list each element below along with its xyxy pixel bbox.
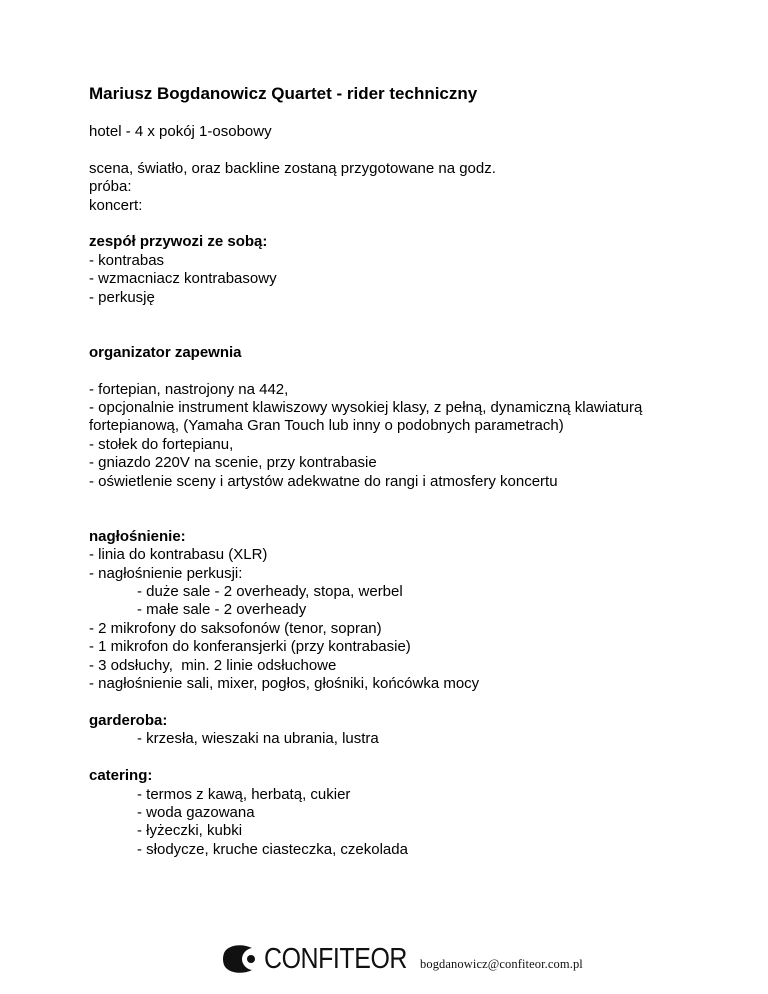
spacer	[89, 694, 729, 712]
spacer	[89, 749, 729, 767]
spacer	[89, 491, 729, 528]
list-item: - perkusję	[89, 288, 155, 306]
confiteor-logo-text: CONFITEOR	[264, 943, 408, 975]
document-body	[89, 84, 729, 859]
list-item: - oświetlenie sceny i artystów adekwatne do rangi i atmosfery koncertu	[89, 472, 558, 490]
footer-logo	[222, 942, 430, 976]
confiteor-logo-icon	[222, 944, 258, 974]
list-item: - kontrabas	[89, 251, 165, 269]
dressing-room-heading: garderoba:	[89, 711, 168, 729]
list-item: - 1 mikrofon do konferansjerki (przy kontrabasie)	[89, 638, 411, 656]
spacer	[89, 362, 729, 380]
footer-email: bogdanowicz@confiteor.com.pl	[420, 957, 583, 971]
list-item: - wzmacniacz kontrabasowy	[89, 270, 277, 288]
list-item: - krzesła, wieszaki na ubrania, lustra	[137, 730, 379, 748]
list-item: - nagłośnienie perkusji:	[89, 564, 243, 582]
list-item: - słodycze, kruche ciasteczka, czekolada	[137, 840, 408, 858]
list-item: - gniazdo 220V na scenie, przy kontrabasie	[89, 454, 377, 472]
list-item: - nagłośnienie sali, mixer, pogłos, głośniki, końcówka mocy	[89, 675, 480, 693]
list-item: - 3 odsłuchy, min. 2 linie odsłuchowe	[89, 656, 337, 674]
list-item: - linia do kontrabasu (XLR)	[89, 546, 268, 564]
schedule-concert: koncert:	[89, 196, 143, 214]
list-item: - fortepian, nastrojony na 442,	[89, 380, 289, 398]
organizer-heading: organizator zapewnia	[89, 343, 242, 361]
list-item: - łyżeczki, kubki	[137, 822, 243, 840]
list-item: - małe sale - 2 overheady	[137, 601, 307, 619]
list-item: - duże sale - 2 overheady, stopa, werbel	[137, 583, 403, 601]
list-item: - woda gazowana	[137, 803, 255, 821]
list-item: fortepianową, (Yamaha Gran Touch lub inny o podobnych parametrach)	[89, 417, 564, 435]
document-title: Mariusz Bogdanowicz Quartet - rider techniczny	[89, 84, 478, 103]
list-item: - opcjonalnie instrument klawiszowy wysokiej klasy, z pełną, dynamiczną klawiaturą	[89, 399, 643, 417]
list-item: - 2 mikrofony do saksofonów (tenor, sopran)	[89, 619, 382, 637]
list-item: - termos z kawą, herbatą, cukier	[137, 785, 351, 803]
band-brings-heading: zespół przywozi ze sobą:	[89, 233, 268, 251]
catering-heading: catering:	[89, 767, 153, 785]
list-item: - stołek do fortepianu,	[89, 435, 234, 453]
sound-heading: nagłośnienie:	[89, 527, 186, 545]
schedule-intro: scena, światło, oraz backline zostaną przygotowane na godz.	[89, 159, 496, 177]
spacer	[89, 307, 729, 344]
schedule-rehearsal: próba:	[89, 178, 132, 196]
spacer	[89, 141, 729, 159]
spacer	[89, 215, 729, 233]
hotel-line: hotel - 4 x pokój 1-osobowy	[89, 123, 272, 140]
